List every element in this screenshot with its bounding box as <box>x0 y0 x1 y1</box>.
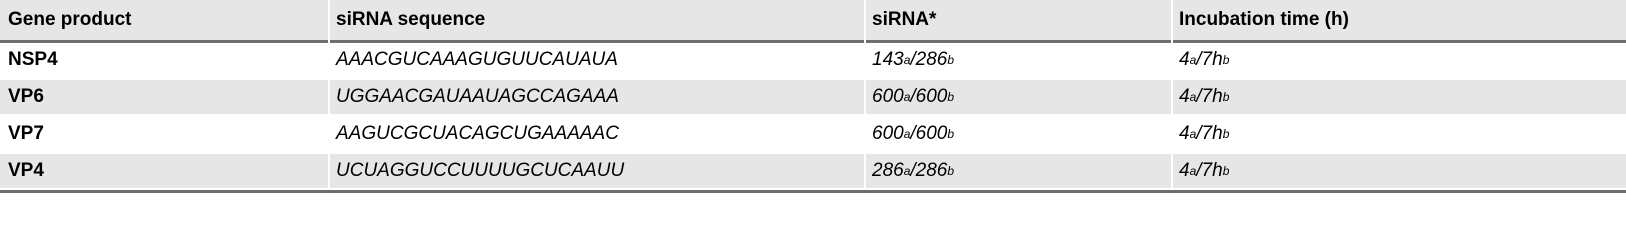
sirna-value-b: 600 <box>915 86 948 107</box>
gene-product-cell: VP6 <box>8 86 44 107</box>
table-header-row <box>0 0 1626 43</box>
incubation-time-cell: 4 a /7h b <box>1179 123 1230 144</box>
incubation-time-cell: 4 a /7h b <box>1179 86 1230 107</box>
table-row <box>0 154 1626 188</box>
sirna-sequence-cell: UCUAGGUCCUUUUGCUCAAUU <box>336 160 625 181</box>
sirna-separator: / <box>910 49 916 70</box>
table-bottom-rule <box>0 190 1626 193</box>
table-row <box>0 80 1626 114</box>
time-value-a: 4 <box>1179 49 1190 70</box>
sirna-value-cell: 600 a / 600 b <box>872 86 955 107</box>
column-divider <box>328 0 330 190</box>
time-value-b: /7h <box>1196 123 1223 144</box>
table-row <box>0 117 1626 151</box>
time-value-b: /7h <box>1196 86 1223 107</box>
table-row <box>0 43 1626 77</box>
header-incubation-time: Incubation time (h) <box>1179 9 1349 30</box>
time-value-b: /7h <box>1196 49 1223 70</box>
sirna-value-a: 600 <box>872 123 904 144</box>
gene-product-cell: NSP4 <box>8 49 58 70</box>
sirna-value-a: 286 <box>872 160 904 181</box>
sirna-value-cell: 600 a / 600 b <box>872 123 955 144</box>
column-divider <box>864 0 866 190</box>
sirna-value-b: 286 <box>915 49 948 70</box>
sirna-value-b: 600 <box>915 123 948 144</box>
time-value-a: 4 <box>1179 123 1190 144</box>
gene-product-cell: VP7 <box>8 123 44 144</box>
sirna-sequence-cell: AAGUCGCUACAGCUGAAAAAC <box>336 123 619 144</box>
column-divider <box>1171 0 1173 190</box>
time-value-b: /7h <box>1196 160 1223 181</box>
sirna-separator: / <box>910 86 916 107</box>
header-sirna-sequence: siRNA sequence <box>336 9 486 30</box>
sirna-separator: / <box>910 123 916 144</box>
incubation-time-cell: 4 a /7h b <box>1179 160 1230 181</box>
sirna-sequence-cell: AAACGUCAAAGUGUUCAUAUA <box>336 49 618 70</box>
gene-product-cell: VP4 <box>8 160 44 181</box>
sirna-value-a: 600 <box>872 86 904 107</box>
sirna-value-b: 286 <box>915 160 948 181</box>
sirna-value-a: 143 <box>872 49 904 70</box>
time-value-a: 4 <box>1179 86 1190 107</box>
incubation-time-cell: 4 a /7h b <box>1179 49 1230 70</box>
sirna-sequence-cell: UGGAACGAUAAUAGCCAGAAA <box>336 86 619 107</box>
time-value-a: 4 <box>1179 160 1190 181</box>
sirna-separator: / <box>910 160 916 181</box>
sirna-value-cell: 143 a / 286 b <box>872 49 955 70</box>
header-gene-product: Gene product <box>8 9 132 30</box>
sirna-value-cell: 286 a / 286 b <box>872 160 955 181</box>
header-sirna-concentration: siRNA* <box>872 9 937 30</box>
